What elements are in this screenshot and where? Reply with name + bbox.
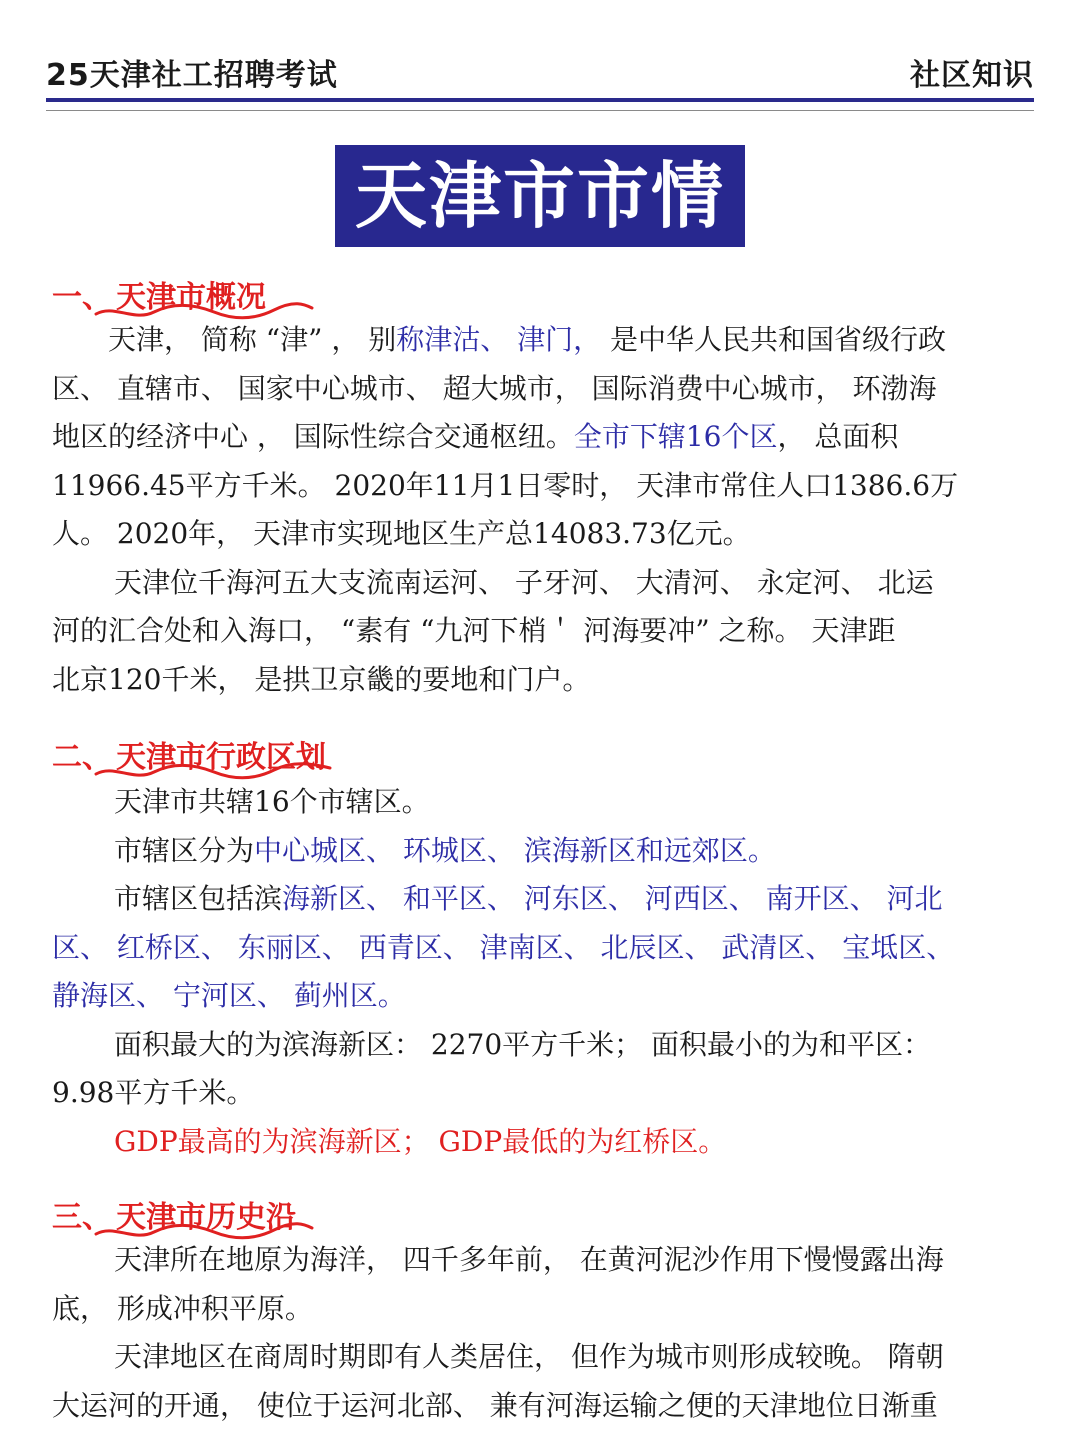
text-line: 天津所在地原为海洋， 四千多年前， 在黄河泥沙作用下慢慢露出海 <box>114 1243 944 1276</box>
text-run: 是中华人民共和国省级行政 <box>601 323 947 356</box>
section-title-text: 天津市概况 <box>116 280 266 315</box>
text-line: 人。 2020年， 天津市实现地区生产总14083.73亿元。 <box>52 517 751 550</box>
section-title-text: 天津市行政区划 <box>116 740 326 775</box>
text-line: 区、 直辖市、 国家中心城市、 超大城市， 国际消费中心城市， 环渤海 <box>52 371 937 405</box>
text-line <box>52 827 1032 876</box>
page-title: 天津市市情 <box>335 145 745 247</box>
header-divider-thin <box>46 110 1034 111</box>
section-2-body <box>52 778 1032 1166</box>
section-number: 三、 <box>52 1200 112 1235</box>
section-number: 二、 <box>52 740 112 775</box>
text-line: 底， 形成冲积平原。 <box>52 1291 313 1325</box>
section-heading-1 <box>52 272 266 316</box>
text-line: 区、 红桥区、 东丽区、 西青区、 津南区、 北辰区、 武清区、 宝坻区、 <box>52 930 955 964</box>
section-3-body <box>52 1236 1032 1430</box>
highlight-district-list: 海新区、 和平区、 河东区、 河西区、 南开区、 河北 <box>282 882 943 915</box>
section-title <box>116 732 326 776</box>
section-number: 一、 <box>52 280 112 315</box>
text-line <box>52 316 1032 365</box>
text-run: 天津， 简称 “津” ， 别 <box>108 323 397 356</box>
text-line: 大运河的开通， 使位于运河北部、 兼有河海运输之便的天津地位日渐重 <box>52 1388 938 1422</box>
text-line: 河的汇合处和入海口， “素有 “九河下梢＇ 河海要冲” 之称。 天津距 <box>52 614 896 647</box>
section-1-body <box>52 316 1032 704</box>
text-run: 市辖区包括滨 <box>114 882 283 915</box>
text-line: 天津市共辖16个市辖区。 <box>114 785 430 818</box>
text-run: 市辖区分为 <box>114 833 255 867</box>
text-line: 面积最大的为滨海新区： 2270平方千米； 面积最小的为和平区： <box>114 1027 932 1061</box>
section-title <box>116 272 266 316</box>
text-line: 11966.45平方千米。 2020年11月1日零时， 天津市常住人口1386.6万 <box>52 468 959 502</box>
page-header <box>46 44 1034 93</box>
header-left-title: 25天津社工招聘考试 <box>46 58 338 93</box>
text-run: ， 总面积 <box>777 420 899 453</box>
header-right-title: 社区知识 <box>910 58 1034 93</box>
text-line: 天津地区在商周时期即有人类居住， 但作为城市则形成较晚。 隋朝 <box>114 1340 944 1373</box>
text-line: 静海区、 宁河区、 蓟州区。 <box>52 979 406 1012</box>
highlight-alias: 称津沽、 津门， <box>396 323 602 356</box>
highlight-districts: 全市下辖16个区 <box>573 420 778 453</box>
header-divider-thick <box>46 98 1034 102</box>
text-line <box>52 875 1032 924</box>
section-heading-2 <box>52 732 326 776</box>
text-line <box>52 413 1032 462</box>
text-line: 天津位千海河五大支流南运河、 子牙河、 大清河、 永定河、 北运 <box>114 565 934 599</box>
section-title-text: 天津市历史沿 <box>116 1200 296 1235</box>
text-line-gdp: GDP最高的为滨海新区； GDP最低的为红桥区。 <box>114 1124 727 1158</box>
highlight-area-types: 中心城区、 环城区、 滨海新区和远郊区。 <box>254 833 776 867</box>
section-heading-3 <box>52 1192 296 1236</box>
text-line: 北京120千米， 是拱卫京畿的要地和门户。 <box>52 662 591 696</box>
section-title <box>116 1192 296 1236</box>
text-line: 9.98平方千米。 <box>52 1076 255 1109</box>
text-run: 地区的经济中心 ， 国际性综合交通枢纽。 <box>52 420 574 453</box>
